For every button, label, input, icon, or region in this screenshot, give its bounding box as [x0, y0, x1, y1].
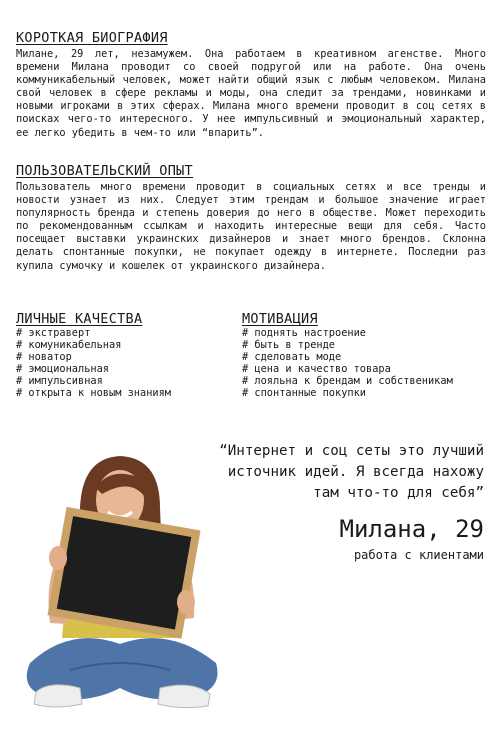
persona-name: Милана, 29	[339, 515, 484, 543]
list-item: # комуникабельная	[16, 340, 171, 352]
persona-quote: “Интернет и соц сеты это лучший источник идей. Я всегда нахожу там что-то для себя”	[219, 443, 484, 501]
motivation-list	[242, 328, 453, 399]
list-item: # быть в тренде	[242, 340, 453, 352]
list-item: # лояльна к брендам и собственикам	[242, 376, 453, 388]
list-item: # спонтанные покупки	[242, 388, 453, 400]
persona-role: работа с клиентами	[353, 548, 484, 562]
list-item: # сделовать моде	[242, 352, 453, 364]
qualities-list	[16, 328, 171, 399]
experience-title: ПОЛЬЗОВАТЕЛЬСКИЙ ОПЫТ	[16, 163, 193, 179]
list-item: # импульсивная	[16, 376, 171, 388]
list-item: # открыта к новым знаниям	[16, 388, 171, 400]
experience-text: Пользователь много времени проводит в социальных сетях и все тренды и новости узнает из них. Следует этим трендам и большое значение играет популярность бренда и степень доверия до него в обществе. Может переходить по рекомендованным ссылкам и находить интересные вещи для себя. Часто посещает выставки украинских дизайнеров и знает много брендов. Склонна делать спонтанные покупки, не покупает одежду в интернете. Последни раз купила сумочку и кошелек от украинского дизайнера.	[16, 181, 486, 272]
list-item: # поднять настроение	[242, 328, 453, 340]
qualities-title: ЛИЧНЫЕ КАЧЕСТВА	[16, 311, 143, 327]
bio-title: КОРОТКАЯ БИОГРАФИЯ	[16, 30, 168, 46]
list-item: # эмоциональная	[16, 364, 171, 376]
list-item: # экстраверт	[16, 328, 171, 340]
list-item: # цена и качество товара	[242, 364, 453, 376]
motivation-title: МОТИВАЦИЯ	[242, 311, 318, 327]
list-item: # новатор	[16, 352, 171, 364]
bio-text: Милане, 29 лет, незамужем. Она работаем в креативном агенстве. Много времени Милана проводит со своей подругой или на работе. Она очень коммуникабельный человек, может найти общий язык с любым человеком. Милана свой человек в сфере рекламы и моды, она следит за трендами, новинками и новыми игроками в этих сферах. Милана много времени проводит в соц сетях в поисках чего-то интересного. У нее импульсивный и эмоциональный характер, ее легко убедить в чем-то или “впарить”.	[16, 48, 486, 139]
